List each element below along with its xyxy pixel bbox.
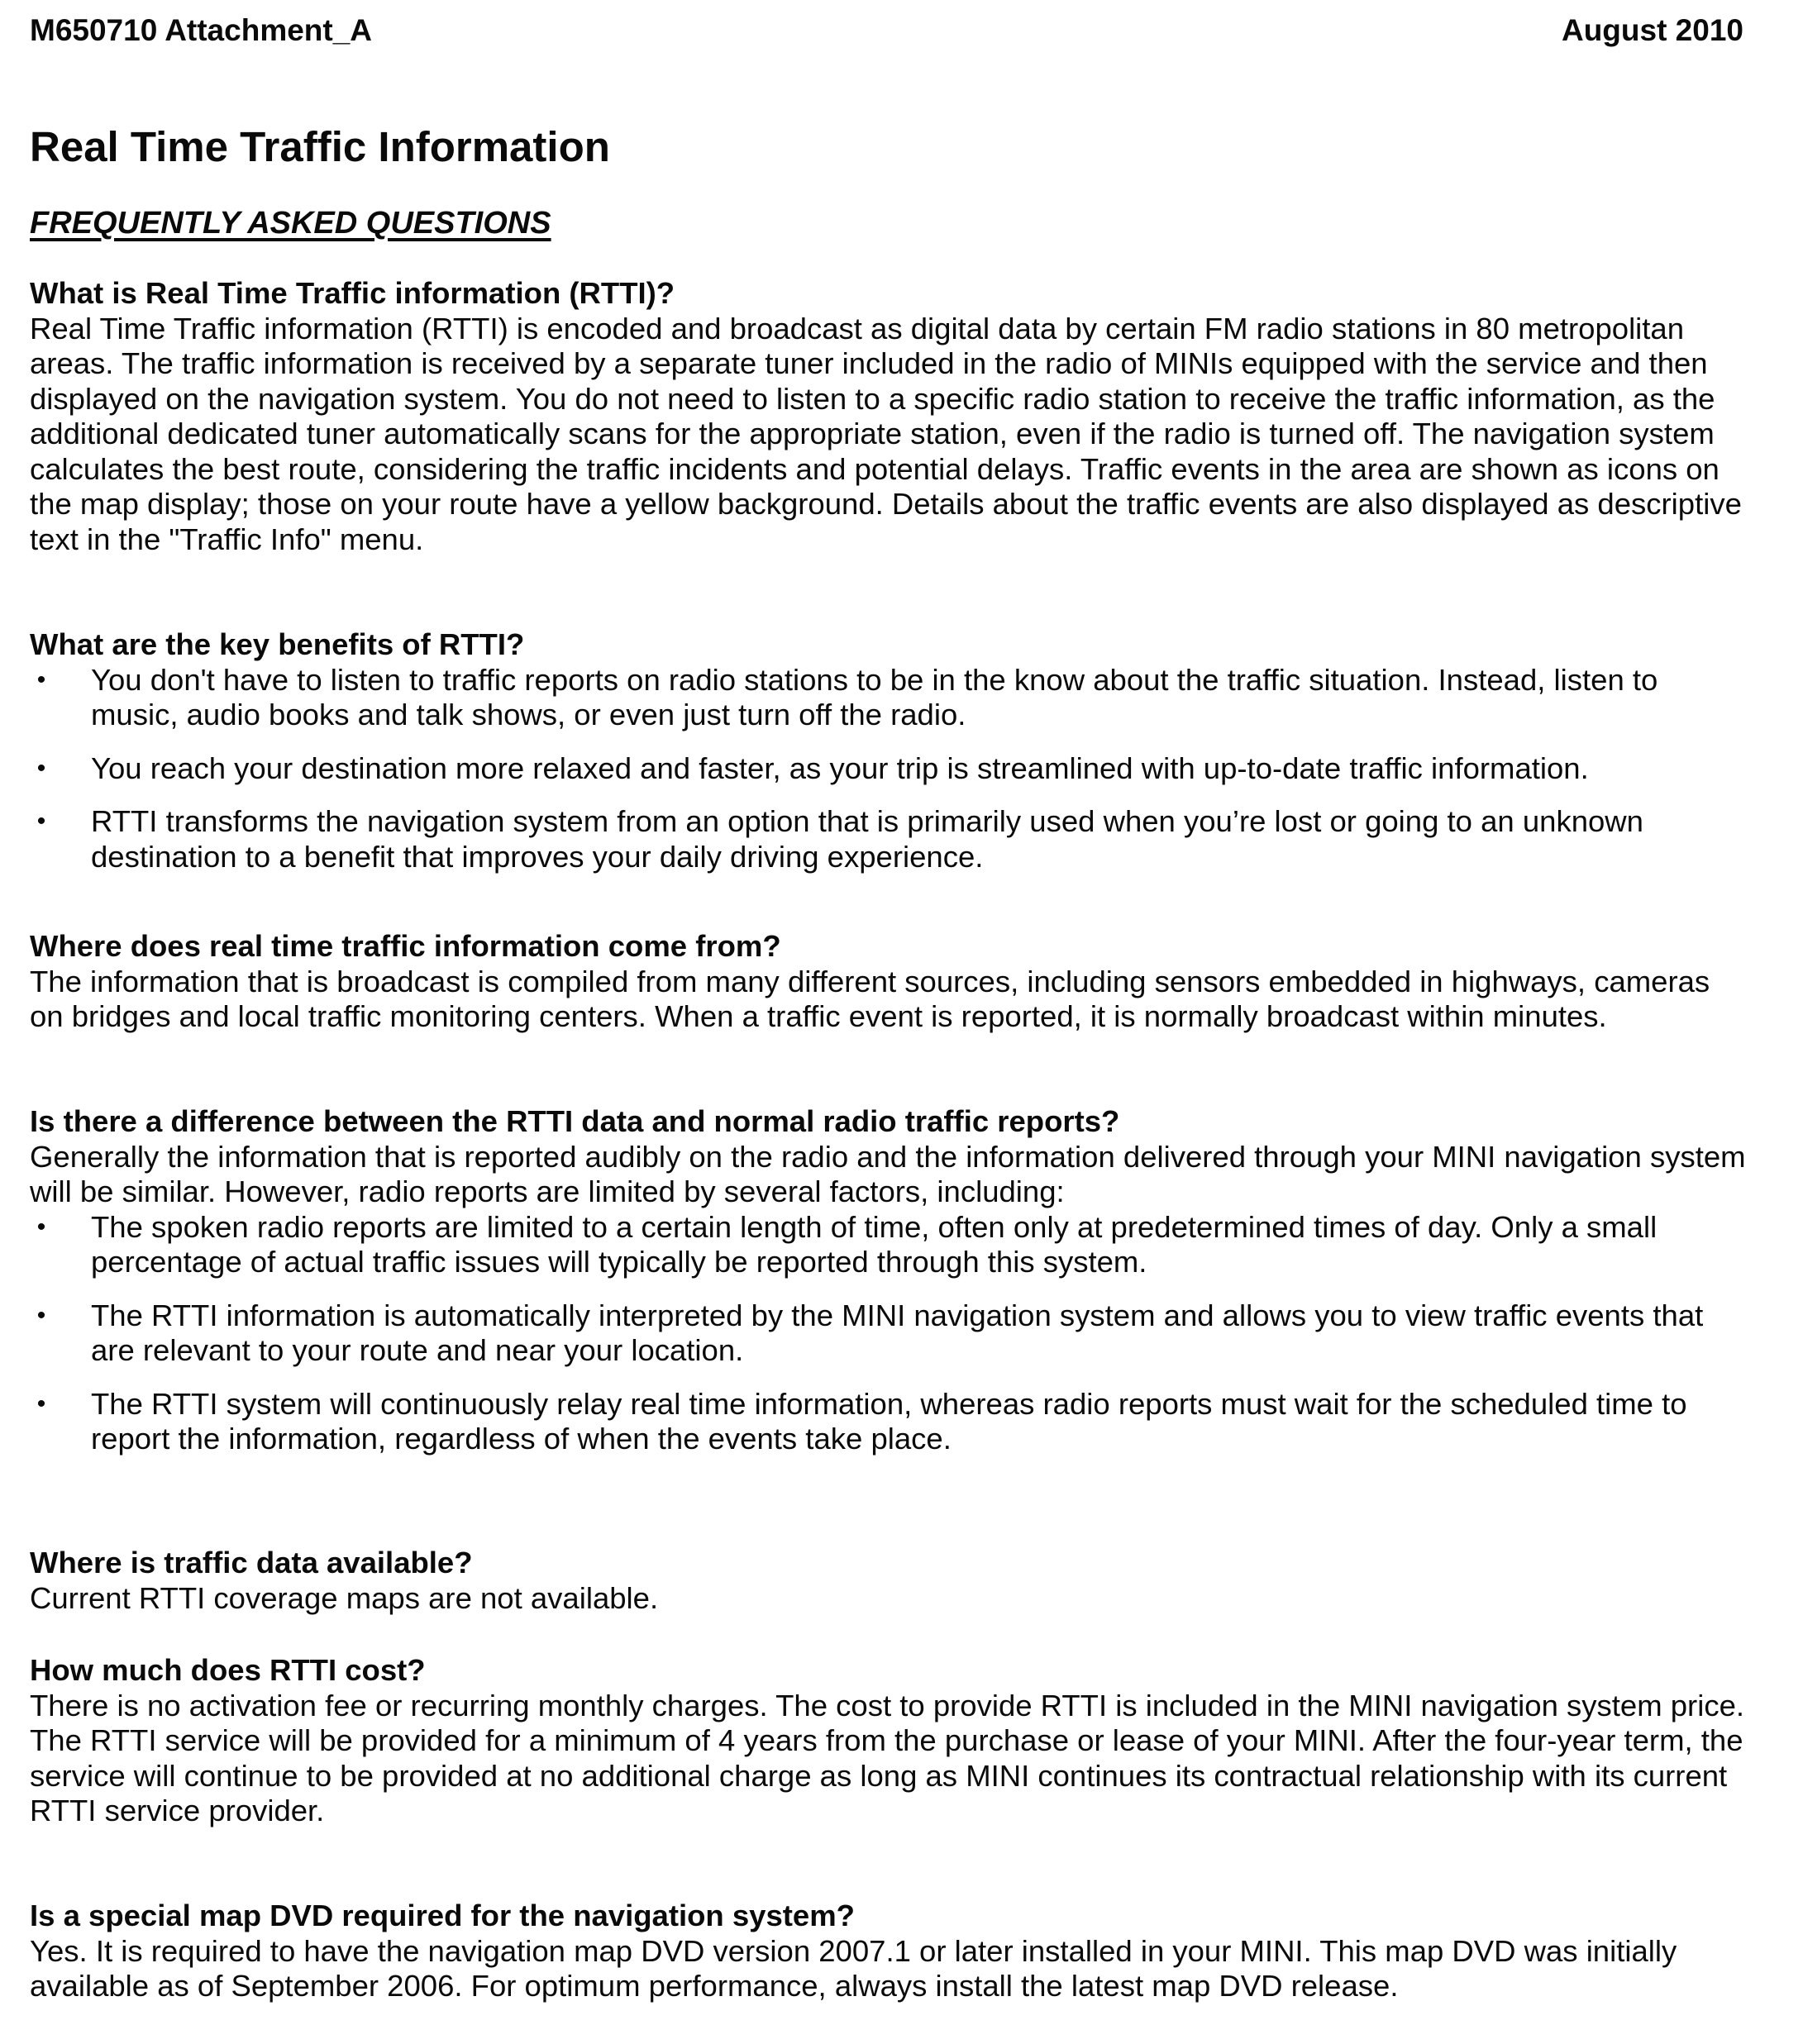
list-item xyxy=(30,1387,1749,1457)
list-item-text: You don't have to listen to traffic reports on radio stations to be in the know about the traffic situation. Instead, listen to music, audio books and talk shows, or even just turn off the radio. xyxy=(91,662,1658,731)
faq-heading: FREQUENTLY ASKED QUESTIONS xyxy=(30,206,551,241)
list-item-text: The RTTI system will continuously relay real time information, whereas radio reports must wait for the scheduled time to report the information, regardless of when the events take place. xyxy=(91,1386,1687,1456)
bullet-icon: • xyxy=(36,1389,46,1417)
faq-answer: The information that is broadcast is compiled from many different sources, including sensors embedded in highways, cameras on bridges and local traffic monitoring centers. When a traffic event is reported, it is normally broadcast within minutes. xyxy=(30,964,1710,1033)
list-item-text: RTTI transforms the navigation system from an option that is primarily used when you’re lost or going to an unknown destination to a benefit that improves your daily driving experience. xyxy=(91,804,1643,874)
page-header xyxy=(30,12,1743,50)
bullet-icon: • xyxy=(36,665,46,693)
radio-limitations-list xyxy=(30,1210,1749,1457)
faq-section-rtti-definition xyxy=(30,276,1749,557)
faq-answer: Generally the information that is reported audibly on the radio and the information delivered through your MINI navigation system will be similar. However, radio reports are limited by several factors, including: xyxy=(30,1139,1746,1208)
faq-question: Where is traffic data available? xyxy=(30,1546,473,1579)
faq-section-data-source xyxy=(30,929,1749,1035)
list-item xyxy=(30,1298,1749,1369)
list-item xyxy=(30,804,1749,874)
faq-section-key-benefits xyxy=(30,627,1749,874)
bullet-icon: • xyxy=(36,1213,46,1241)
document-date: August 2010 xyxy=(1561,13,1743,47)
faq-section-cost xyxy=(30,1653,1749,1829)
list-item xyxy=(30,1210,1749,1280)
faq-answer: Real Time Traffic information (RTTI) is encoded and broadcast as digital data by certain FM radio stations in 80 metropolitan areas. The traffic information is received by a separate tuner included in the radio of MINIs equipped with the service and then displayed on the navigation system. You do not need to listen to a specific radio station to receive the traffic information, as the additional dedicated tuner automatically scans for the appropriate station, even if the radio is turned off. The navigation system calculates the best route, considering the traffic incidents and potential delays. Traffic events in the area are shown as icons on the map display; those on your route have a yellow background. Details about the traffic events are also displayed as descriptive text in the "Traffic Info" menu. xyxy=(30,311,1742,556)
benefits-list xyxy=(30,663,1749,875)
list-item-text: You reach your destination more relaxed and faster, as your trip is streamlined with up-to-date traffic information. xyxy=(91,750,1589,785)
list-item xyxy=(30,751,1749,787)
list-item xyxy=(30,663,1749,733)
bullet-icon: • xyxy=(36,1301,46,1329)
faq-question: Where does real time traffic information come from? xyxy=(30,929,781,963)
faq-answer: Yes. It is required to have the navigation map DVD version 2007.1 or later installed in your MINI. This map DVD was initially available as of September 2006. For optimum performance, always install the latest map DVD release. xyxy=(30,1933,1677,2003)
list-item-text: The spoken radio reports are limited to a certain length of time, often only at predetermined times of day. Only a small percentage of actual traffic issues will typically be reported through this system. xyxy=(91,1209,1658,1279)
faq-question: What is Real Time Traffic information (RTTI)? xyxy=(30,276,675,310)
faq-question: How much does RTTI cost? xyxy=(30,1653,426,1687)
faq-question: What are the key benefits of RTTI? xyxy=(30,627,525,661)
faq-section-map-dvd xyxy=(30,1899,1749,2004)
document-id: M650710 Attachment_A xyxy=(30,13,373,47)
bullet-icon: • xyxy=(36,808,46,835)
faq-answer: There is no activation fee or recurring monthly charges. The cost to provide RTTI is included in the MINI navigation system price. The RTTI service will be provided for a minimum of 4 years from the purchase or lease of your MINI. After the four-year term, the service will continue to be provided at no additional charge as long as MINI continues its contractual relationship with its current RTTI service provider. xyxy=(30,1688,1745,1827)
faq-question: Is a special map DVD required for the navigation system? xyxy=(30,1899,855,1932)
list-item-text: The RTTI information is automatically interpreted by the MINI navigation system and allows you to view traffic events that are relevant to your route and near your location. xyxy=(91,1298,1704,1367)
faq-question: Is there a difference between the RTTI data and normal radio traffic reports? xyxy=(30,1104,1120,1138)
bullet-icon: • xyxy=(36,754,46,782)
faq-section-radio-comparison xyxy=(30,1104,1749,1457)
document-title: Real Time Traffic Information xyxy=(30,123,610,170)
faq-answer: Current RTTI coverage maps are not available. xyxy=(30,1580,659,1615)
faq-section-availability xyxy=(30,1546,1749,1616)
